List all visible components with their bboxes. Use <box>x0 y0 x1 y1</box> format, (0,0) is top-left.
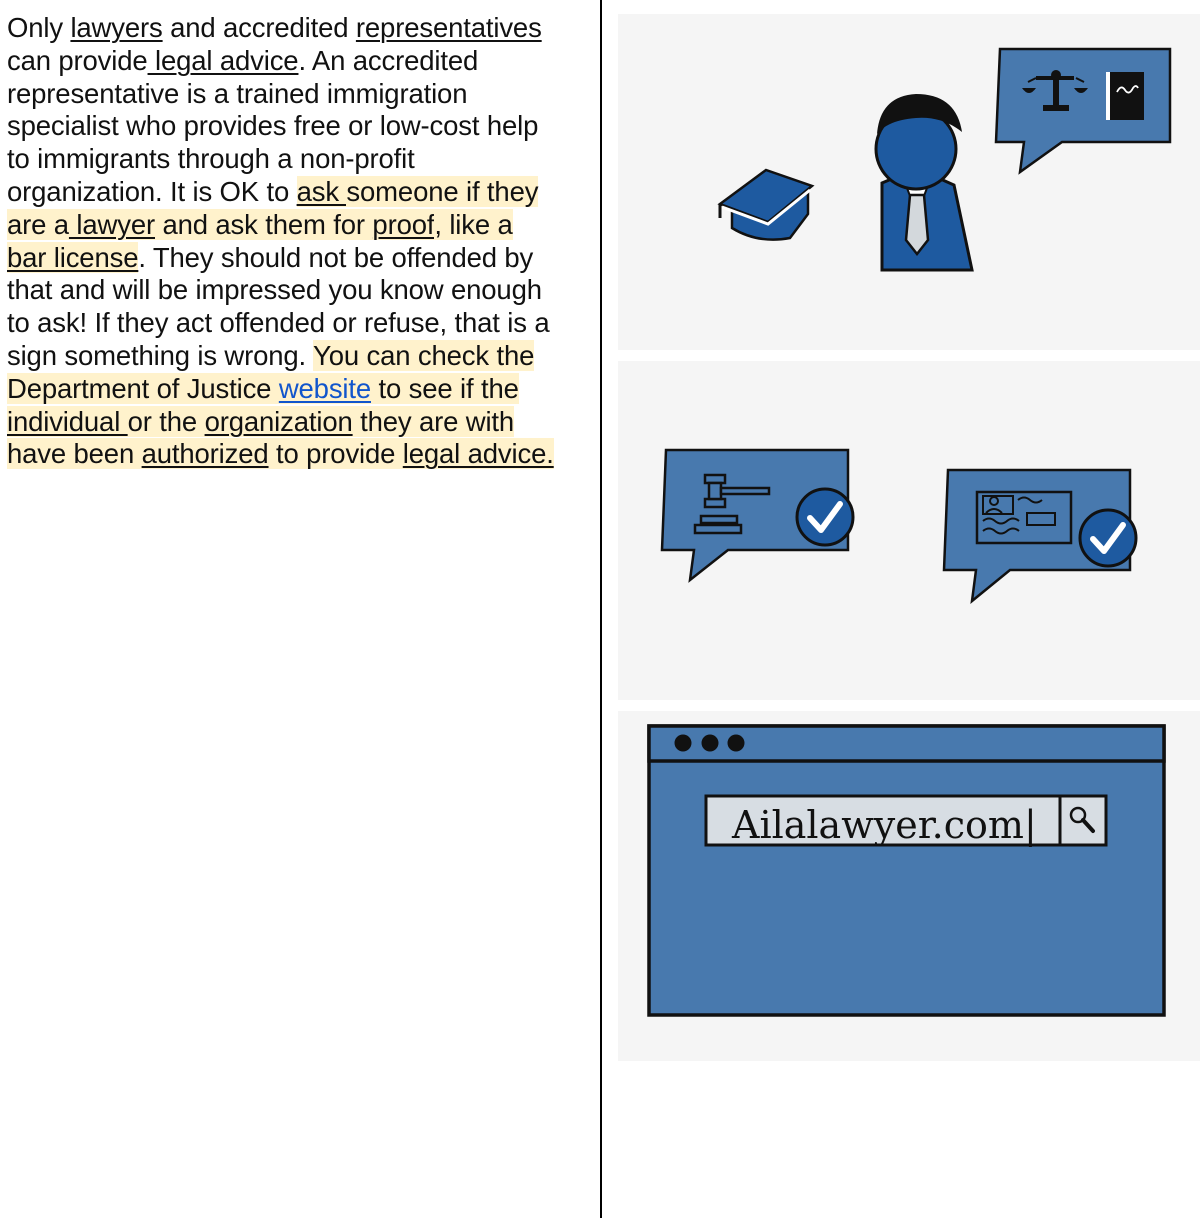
underlined-term: lawyers <box>70 12 163 43</box>
passage-text: sign something is wrong. <box>7 339 314 371</box>
window-dot <box>675 735 692 752</box>
info-passage <box>7 12 592 471</box>
passage-text: to see if the <box>371 372 519 404</box>
passage-text: can provide <box>7 44 148 76</box>
underlined-term: organization <box>204 405 353 437</box>
passage-text: Only <box>7 12 71 43</box>
illustration-panel-browser <box>618 711 1200 1061</box>
passage-text: someone if they <box>346 175 539 207</box>
underlined-term: ask <box>296 175 347 207</box>
address-bar <box>706 796 1106 847</box>
id-card-icon <box>977 492 1071 543</box>
passage-text: have been <box>7 438 142 470</box>
passage-text: and accredited <box>162 12 356 43</box>
illustration-panel-verification <box>618 361 1200 700</box>
passage-text: specialist who provides free or low-cost help <box>7 110 539 142</box>
browser-window <box>649 726 1164 1015</box>
passage-text: that and will be impressed you know enough <box>7 274 542 306</box>
underlined-term: legal advice. <box>402 438 554 470</box>
underlined-term: proof <box>372 208 435 240</box>
passage-line <box>7 373 592 406</box>
check-circle-icon <box>797 489 853 545</box>
passage-line <box>7 307 592 340</box>
passage-text: to immigrants through a non-profit <box>7 143 415 175</box>
passage-line <box>7 110 592 143</box>
passage-line <box>7 78 592 111</box>
passage-text: Department of Justice <box>7 372 279 404</box>
gavel-speech-bubble <box>662 450 853 580</box>
passage-text: organization. It is OK to <box>7 175 297 207</box>
legal-speech-bubble <box>996 49 1170 172</box>
passage-line <box>7 45 592 78</box>
verification-illustration <box>618 361 1200 700</box>
law-book-icon <box>1106 72 1144 120</box>
underlined-term: bar license <box>7 241 139 273</box>
underlined-term: individual <box>7 405 128 437</box>
passage-text: and ask them for <box>155 208 373 240</box>
passage-line <box>7 176 592 209</box>
window-dot <box>728 735 745 752</box>
passage-text: , like a <box>434 208 513 240</box>
website-link[interactable]: website <box>278 372 372 404</box>
passage-line <box>7 340 592 373</box>
underlined-term: authorized <box>141 438 269 470</box>
underlined-term: legal advice <box>147 44 299 76</box>
passage-line <box>7 438 592 471</box>
passage-text: they are with <box>352 405 515 437</box>
passage-line <box>7 406 592 439</box>
person-icon <box>876 94 972 270</box>
underlined-term: lawyer <box>68 208 155 240</box>
passage-text: or the <box>127 405 205 437</box>
passage-text: are a <box>7 208 69 240</box>
passage-line <box>7 12 592 45</box>
lawyer-illustration <box>618 14 1200 350</box>
passage-line <box>7 143 592 176</box>
graduation-cap-icon <box>720 170 812 240</box>
window-dot <box>702 735 719 752</box>
passage-text: . They should not be offended by <box>138 241 534 273</box>
passage-line <box>7 209 592 242</box>
illustration-panel-lawyer <box>618 14 1200 350</box>
passage-text: to ask! If they act offended or refuse, that is a <box>7 307 550 339</box>
check-circle-icon <box>1080 510 1136 566</box>
passage-line <box>7 274 592 307</box>
url-text: Ailalawyer.com| <box>732 803 1037 847</box>
id-card-speech-bubble <box>944 470 1136 601</box>
underlined-term: representatives <box>355 12 542 43</box>
passage-text: to provide <box>268 438 403 470</box>
browser-illustration <box>618 711 1200 1061</box>
passage-line <box>7 242 592 275</box>
passage-text: You can check the <box>313 339 535 371</box>
passage-text: representative is a trained immigration <box>7 77 468 109</box>
passage-text: . An accredited <box>298 44 479 76</box>
column-divider <box>600 0 602 1218</box>
